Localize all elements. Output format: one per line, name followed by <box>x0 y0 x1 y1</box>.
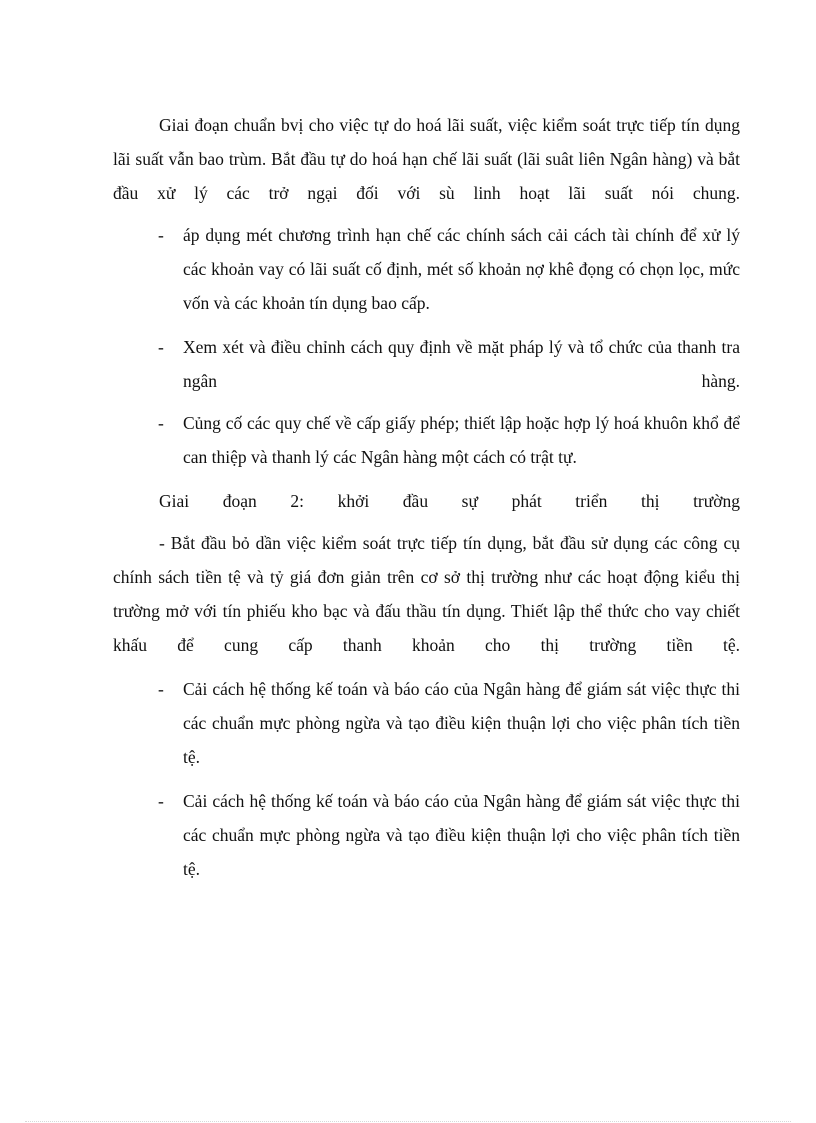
bullet-text: Củng cố các quy chế về cấp giấy phép; thiết lập hoặc hợp lý hoá khuôn khổ để can thiệp và thanh lý các Ngân hàng một cách có trật tự. <box>183 413 740 467</box>
bullet-text: Xem xét và điều chỉnh cách quy định về mặt pháp lý và tổ chức của thanh tra ngân hàng. <box>183 337 740 391</box>
bullet-item <box>158 406 740 474</box>
bullet-item <box>158 784 740 886</box>
bullet-text: Cải cách hệ thống kế toán và báo cáo của Ngân hàng để giám sát việc thực thi các chuẩn mực phòng ngừa và tạo điều kiện thuận lợi cho việc phân tích tiền tệ. <box>183 791 740 879</box>
page-bottom-border <box>25 1121 791 1122</box>
bullet-text: áp dụng mét chương trình hạn chế các chính sách cải cách tài chính để xử lý các khoản vay có lãi suất cố định, mét số khoản nợ khê đọng có chọn lọc, mức vốn và các khoản tín dụng bao cấp. <box>183 225 740 313</box>
bullet-dash: - <box>158 679 164 699</box>
bullet-dash: - <box>158 225 164 245</box>
bullet-item <box>158 218 740 320</box>
bullet-dash: - <box>158 791 164 811</box>
bullet-item <box>158 330 740 398</box>
bullet-dash: - <box>158 413 164 433</box>
bullet-item <box>158 672 740 774</box>
bullet-dash: - <box>158 337 164 357</box>
paragraph-intro: Giai đoạn chuẩn bvị cho việc tự do hoá lãi suất, việc kiểm soát trực tiếp tín dụng lãi suất vẫn bao trùm. Bắt đầu tự do hoá hạn chế lãi suất (lãi suât liên Ngân hàng) và bắt đầu xử lý các trở ngại đối với sù linh hoạt lãi suất nói chung. <box>113 115 740 203</box>
paragraph-body: - Bắt đầu bỏ dần việc kiểm soát trực tiếp tín dụng, bắt đầu sử dụng các công cụ chính sách tiền tệ và tỷ giá đơn giản trên cơ sở thị trường như các hoạt động kiểu thị trường mở với tín phiếu kho bạc và đấu thầu tín dụng. Thiết lập thể thức cho vay chiết khấu để cung cấp thanh khoản cho thị trường tiền tệ. <box>113 533 740 655</box>
bullet-text: Cải cách hệ thống kế toán và báo cáo của Ngân hàng để giám sát việc thực thi các chuẩn mực phòng ngừa và tạo điều kiện thuận lợi cho việc phân tích tiền tệ. <box>183 679 740 767</box>
section-heading: Giai đoạn 2: khởi đầu sự phát triển thị trường <box>159 491 740 511</box>
